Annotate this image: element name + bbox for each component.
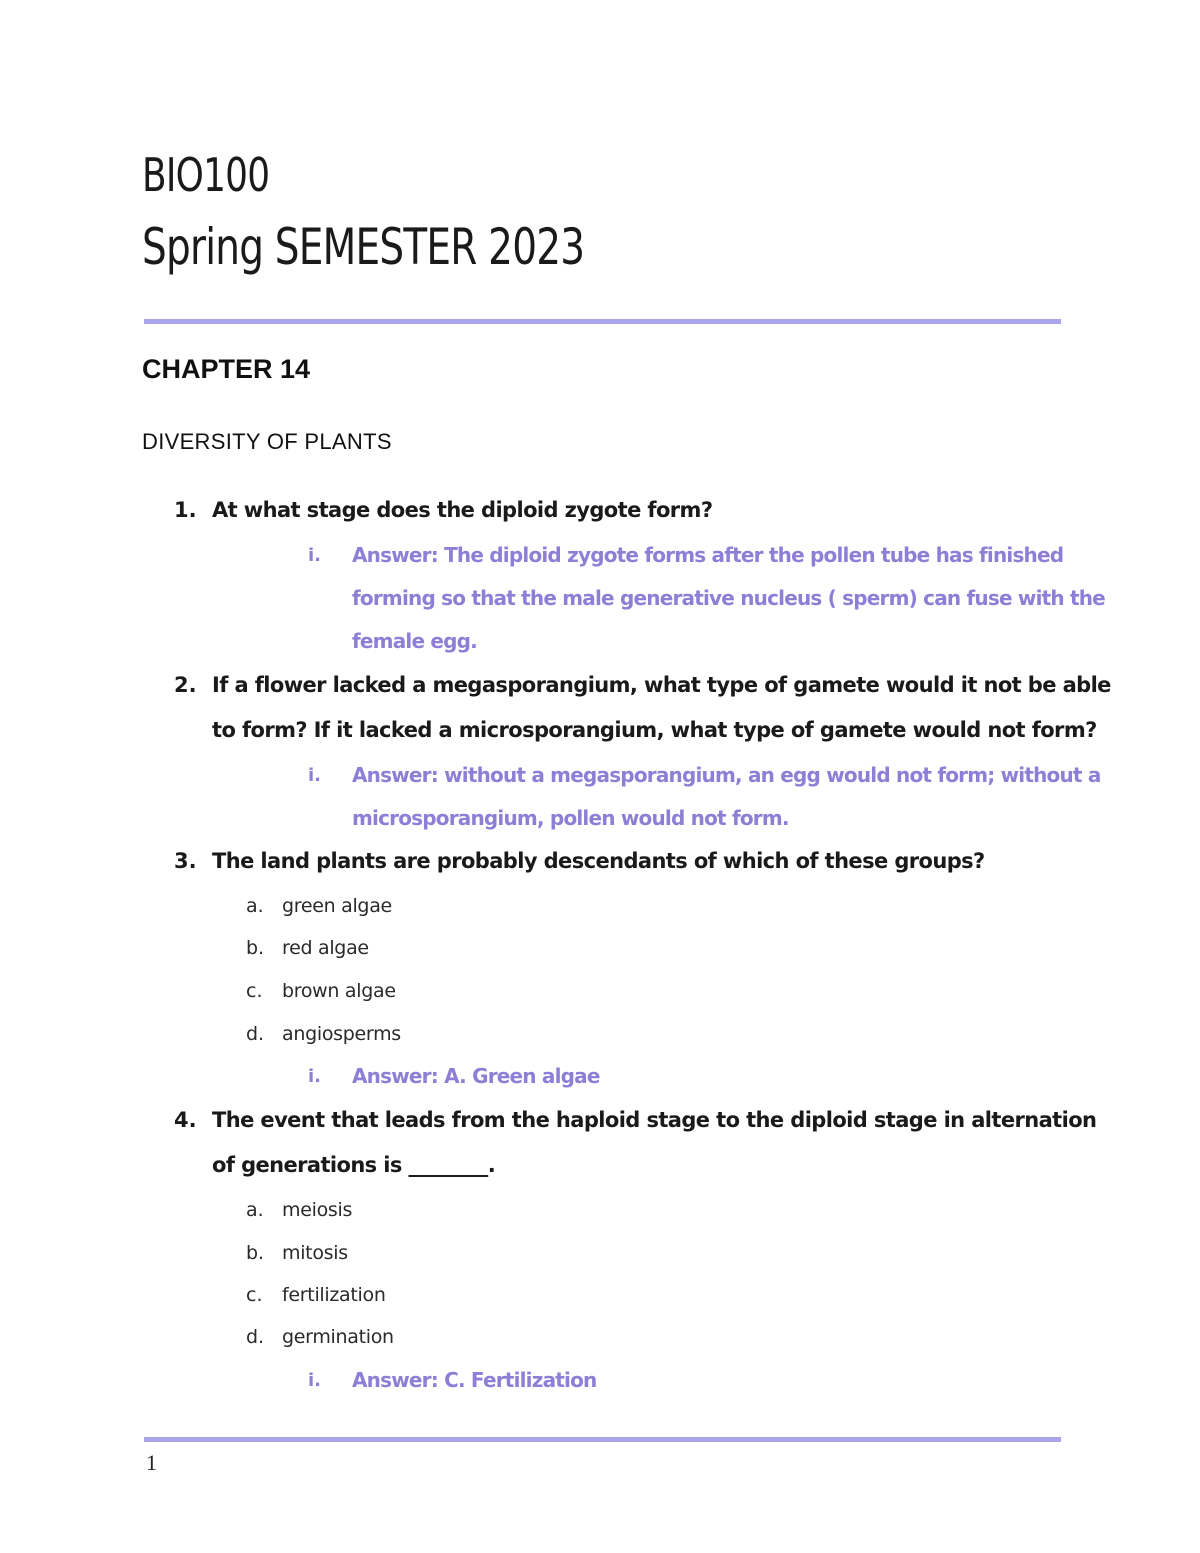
header-divider — [144, 319, 1061, 324]
answer-text: microsporangium, pollen would not form. — [352, 806, 789, 830]
footer-divider — [144, 1437, 1061, 1442]
option-text: green algae — [282, 895, 392, 917]
option-letter: b. — [246, 1242, 265, 1264]
option-letter: a. — [246, 895, 264, 917]
semester-title: Spring SEMESTER 2023 — [142, 218, 585, 276]
option-letter: b. — [246, 937, 265, 959]
answer-text: forming so that the male generative nucleus ( sperm) can fuse with the — [352, 586, 1105, 610]
answer-marker: i. — [308, 1370, 322, 1391]
question-number: 3. — [174, 849, 197, 873]
question-text: At what stage does the diploid zygote form? — [212, 498, 713, 522]
answer-marker: i. — [308, 765, 322, 786]
question-text: The event that leads from the haploid stage to the diploid stage in alternation — [212, 1108, 1097, 1132]
page-number: 1 — [146, 1450, 157, 1475]
option-letter: d. — [246, 1326, 265, 1348]
question-text: If a flower lacked a megasporangium, what type of gamete would it not be able — [212, 673, 1111, 697]
question-number: 2. — [174, 673, 197, 697]
option-text: brown algae — [282, 980, 396, 1002]
answer-marker: i. — [308, 545, 322, 566]
option-letter: c. — [246, 980, 263, 1002]
chapter-heading: CHAPTER 14 — [142, 354, 311, 384]
question-number: 1. — [174, 498, 197, 522]
answer-text: Answer: The diploid zygote forms after the pollen tube has finished — [352, 543, 1064, 567]
option-text: mitosis — [282, 1242, 348, 1264]
course-title: BIO100 — [142, 148, 270, 202]
answer-text: female egg. — [352, 629, 477, 653]
option-text: red algae — [282, 937, 369, 959]
question-text: to form? If it lacked a microsporangium, what type of gamete would not form? — [212, 718, 1097, 742]
option-letter: c. — [246, 1284, 263, 1306]
option-text: meiosis — [282, 1199, 353, 1221]
chapter-subtitle: DIVERSITY OF PLANTS — [142, 429, 392, 454]
answer-marker: i. — [308, 1066, 322, 1087]
question-text: of generations is ________. — [212, 1153, 496, 1177]
option-letter: a. — [246, 1199, 264, 1221]
answer-text: Answer: A. Green algae — [352, 1064, 600, 1088]
option-text: angiosperms — [282, 1023, 401, 1045]
answer-text: Answer: C. Fertilization — [352, 1368, 597, 1392]
question-text: The land plants are probably descendants of which of these groups? — [212, 849, 985, 873]
question-number: 4. — [174, 1108, 197, 1132]
answer-text: Answer: without a megasporangium, an egg would not form; without a — [352, 763, 1101, 787]
option-letter: d. — [246, 1023, 265, 1045]
option-text: germination — [282, 1326, 394, 1348]
option-text: fertilization — [282, 1284, 386, 1306]
